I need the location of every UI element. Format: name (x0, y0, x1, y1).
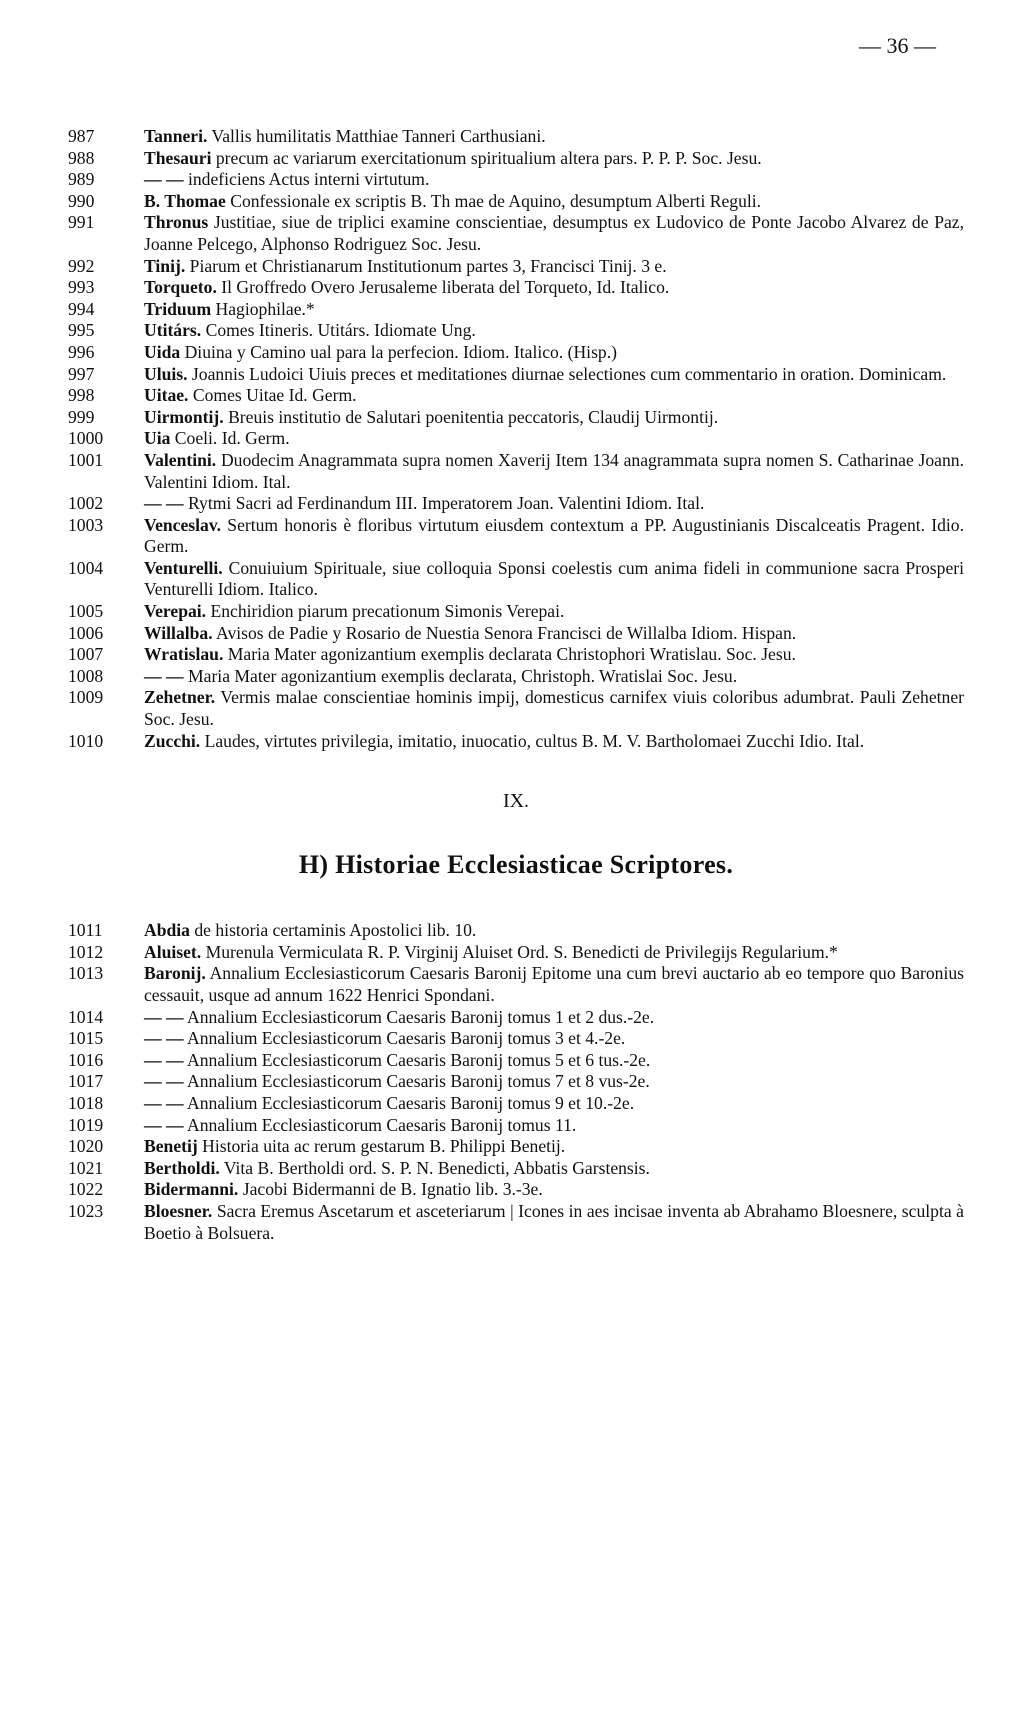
entry-author: Triduum (144, 298, 212, 319)
entry-number: 990 (68, 190, 95, 211)
entry-body (144, 558, 964, 601)
entry-text: Hagiophilae.* (215, 298, 315, 319)
entry-body (144, 1158, 964, 1180)
catalog-entry (68, 1201, 964, 1244)
catalog-entry (68, 1007, 964, 1029)
catalog-entry (68, 277, 964, 299)
catalog-entry (68, 450, 964, 493)
entry-author: Thesauri (144, 147, 212, 168)
entry-number: 1010 (68, 730, 104, 751)
entry-text: Vallis humilitatis Matthiae Tanneri Carthusiani. (211, 126, 546, 146)
entry-body (144, 1028, 964, 1050)
entry-text: Annalium Ecclesiasticorum Caesaris Baronij tomus 3 et 4.-2e. (187, 1028, 626, 1049)
entry-body (144, 493, 964, 515)
catalog-entry (68, 963, 964, 1006)
entry-body (144, 299, 964, 321)
entry-text: Vermis malae conscientiae hominis impij, domesticus carnifex viuis coloribus adumbrat. Pauli Zehetner Soc. Jesu. (144, 687, 964, 730)
entry-author: Venceslav. (144, 514, 222, 535)
entry-text: Coeli. Id. Germ. (174, 428, 290, 449)
entry-number: 1012 (68, 941, 104, 962)
entry-number: 1015 (68, 1028, 104, 1049)
entry-text: precum ac variarum exercitationum spiritualium altera pars. P. P. P. Soc. Jesu. (215, 147, 762, 168)
entry-text: Jacobi Bidermanni de B. Ignatio lib. 3.-3e. (242, 1179, 543, 1200)
entry-text: Breuis institutio de Salutari poenitentia peccatoris, Claudij Uirmontij. (228, 406, 719, 427)
entry-number: 1003 (68, 514, 104, 535)
entry-body (144, 942, 964, 964)
entry-author: Uida (144, 341, 181, 362)
entry-author: — — (144, 1049, 184, 1070)
catalog-entry (68, 920, 964, 942)
entry-author: Willalba. (144, 622, 213, 643)
entry-author: — — (144, 1028, 184, 1049)
entry-body (144, 963, 964, 1006)
entry-text: Annalium Ecclesiasticorum Caesaris Baronij Epitome una cum brevi auctario ab eo tempore quo Baronius cessauit, usque ad annum 1622 Henrici Spondani. (144, 963, 964, 1005)
entry-text: Annalium Ecclesiasticorum Caesaris Baronij tomus 5 et 6 tus.-2e. (187, 1049, 651, 1070)
entry-number: 991 (68, 212, 95, 233)
entry-author: Bloesner. (144, 1200, 213, 1221)
entry-author: B. Thomae (144, 190, 226, 211)
entry-number: 1005 (68, 601, 104, 622)
entry-number: 999 (68, 406, 95, 427)
entry-number: 1018 (68, 1092, 104, 1113)
entry-number: 994 (68, 298, 95, 319)
catalog-entry (68, 687, 964, 730)
entry-body (144, 1093, 964, 1115)
entry-text: Enchiridion piarum precationum Simonis Verepai. (210, 601, 565, 622)
entry-body (144, 148, 964, 170)
entry-list-top (68, 126, 964, 752)
catalog-entry (68, 191, 964, 213)
catalog-entry (68, 1136, 964, 1158)
entry-number: 1004 (68, 557, 104, 578)
entry-text: Historia uita ac rerum gestarum B. Philippi Benetij. (202, 1136, 566, 1157)
entry-body (144, 385, 964, 407)
entry-number: 1001 (68, 449, 104, 470)
entry-author: — — (144, 1092, 184, 1113)
entry-author: Zehetner. (144, 687, 216, 708)
entry-author: Verepai. (144, 601, 207, 622)
entry-body (144, 1136, 964, 1158)
entry-body (144, 666, 964, 688)
catalog-entry (68, 1050, 964, 1072)
catalog-entry (68, 644, 964, 666)
catalog-entry (68, 256, 964, 278)
entry-number: 993 (68, 277, 95, 298)
entry-author: Torqueto. (144, 277, 217, 298)
catalog-entry (68, 558, 964, 601)
entry-text: Justitiae, siue de triplici examine conscientiae, desumptus ex Ludovico de Ponte Jacobo Alvarez de Paz, Joanne Pelcego, Alphonso Rodriguez Soc. Jesu. (144, 212, 964, 254)
entry-author: Baronij. (144, 963, 206, 984)
entry-body (144, 342, 964, 364)
catalog-entry (68, 299, 964, 321)
entry-author: Uirmontij. (144, 406, 224, 427)
entry-number: 1019 (68, 1114, 104, 1135)
catalog-entry (68, 1071, 964, 1093)
entry-number: 987 (68, 126, 95, 146)
entry-text: Piarum et Christianarum Institutionum partes 3, Francisci Tinij. 3 e. (189, 255, 667, 276)
entry-text: Annalium Ecclesiasticorum Caesaris Baronij tomus 9 et 10.-2e. (187, 1092, 635, 1113)
entry-number: 998 (68, 385, 95, 406)
entry-author: Thronus (144, 212, 209, 233)
entry-author: — — (144, 1071, 184, 1092)
catalog-entry (68, 212, 964, 255)
entry-number: 1000 (68, 428, 104, 449)
catalog-entry (68, 364, 964, 386)
entry-number: 1022 (68, 1179, 104, 1200)
entry-body (144, 515, 964, 558)
entry-author: Abdia (144, 920, 190, 941)
entry-body (144, 428, 964, 450)
entry-text: de historia certaminis Apostolici lib. 10. (194, 920, 477, 941)
page-number: — 36 — (859, 33, 936, 58)
entry-body (144, 687, 964, 730)
entry-body (144, 364, 964, 386)
entry-text: Annalium Ecclesiasticorum Caesaris Baronij tomus 11. (187, 1114, 577, 1135)
catalog-entry (68, 666, 964, 688)
entry-text: Duodecim Anagrammata supra nomen Xaverij Item 134 anagrammata supra nomen S. Catharinae Joann. Valentini Idiom. Ital. (144, 449, 964, 492)
entry-text: Comes Itineris. Utitárs. Idiomate Ung. (205, 320, 476, 341)
entry-text: Maria Mater agonizantium exemplis declarata, Christoph. Wratislai Soc. Jesu. (188, 665, 738, 686)
catalog-entry (68, 515, 964, 558)
entry-author: — — (144, 169, 184, 190)
entry-text: Sertum honoris è floribus virtutum eiusdem contextum a PP. Augustinianis Discalceatis Pragent. Idio. Germ. (144, 514, 964, 557)
entry-body (144, 450, 964, 493)
entry-author: — — (144, 1006, 184, 1027)
entry-author: Valentini. (144, 449, 217, 470)
entry-text: indeficiens Actus interni virtutum. (188, 169, 430, 190)
entry-text: Vita B. Bertholdi ord. S. P. N. Benedicti, Abbatis Garstensis. (223, 1157, 650, 1178)
entry-text: Sacra Eremus Ascetarum et asceteriarum | Icones in aes incisae inventa ab Abrahamo Bloesnere, sculpta à Boetio à Bolsuera. (144, 1200, 964, 1243)
entry-body (144, 256, 964, 278)
entry-number: 989 (68, 169, 95, 190)
entry-number: 1020 (68, 1136, 104, 1157)
entry-text: Murenula Vermiculata R. P. Virginij Aluiset Ord. S. Benedicti de Privilegijs Regularium.* (205, 941, 838, 962)
catalog-entry (68, 1179, 964, 1201)
catalog-entry (68, 320, 964, 342)
entry-number: 1007 (68, 644, 104, 665)
catalog-entry (68, 385, 964, 407)
catalog-entry (68, 407, 964, 429)
entry-body (144, 1071, 964, 1093)
entry-body (144, 623, 964, 645)
entry-body (144, 191, 964, 213)
entry-number: 1002 (68, 493, 104, 514)
entry-author: Benetij (144, 1136, 198, 1157)
entry-number: 1023 (68, 1200, 104, 1221)
entry-author: Bidermanni. (144, 1179, 239, 1200)
entry-body (144, 731, 964, 753)
entry-number: 1017 (68, 1071, 104, 1092)
entry-author: Tinij. (144, 255, 186, 276)
entry-body (144, 320, 964, 342)
entry-author: Uluis. (144, 363, 188, 384)
catalog-entry (68, 623, 964, 645)
entry-author: Zucchi. (144, 730, 201, 751)
entry-author: Wratislau. (144, 644, 224, 665)
section-numeral: IX. (502, 790, 530, 813)
catalog-entry (68, 493, 964, 515)
catalog-entry (68, 342, 964, 364)
entry-number: 988 (68, 147, 95, 168)
entry-author: Aluiset. (144, 941, 202, 962)
entry-number: 1016 (68, 1049, 104, 1070)
entry-author: Uia (144, 428, 171, 449)
entry-body (144, 601, 964, 623)
catalog-entry (68, 601, 964, 623)
entry-text: Maria Mater agonizantium exemplis declarata Christophori Wratislau. Soc. Jesu. (227, 644, 796, 665)
entry-body (144, 1115, 964, 1137)
entry-author: Venturelli. (144, 557, 223, 578)
entry-number: 1008 (68, 665, 104, 686)
catalog-entry (68, 1158, 964, 1180)
entry-body (144, 920, 964, 942)
entry-text: Conuiuium Spirituale, siue colloquia Sponsi coelestis cum anima fideli in communione sacra Prosperi Venturelli Idiom. Italico. (144, 557, 964, 600)
entry-text: Diuina y Camino ual para la perfecion. Idiom. Italico. (Hisp.) (184, 341, 617, 362)
entry-number: 1013 (68, 963, 104, 984)
entry-body (144, 407, 964, 429)
entry-text: Confessionale ex scriptis B. Th mae de Aquino, desumptum Alberti Reguli. (230, 190, 762, 211)
entry-body (144, 169, 964, 191)
entry-body (144, 1179, 964, 1201)
entry-number: 997 (68, 363, 95, 384)
entry-number: 1011 (68, 920, 103, 941)
entry-body (144, 1050, 964, 1072)
entry-body (144, 1201, 964, 1244)
entry-body (144, 644, 964, 666)
entry-number: 1014 (68, 1006, 104, 1027)
entry-text: Rytmi Sacri ad Ferdinandum III. Imperatorem Joan. Valentini Idiom. Ital. (188, 493, 705, 514)
catalog-entry (68, 1028, 964, 1050)
entry-text: Avisos de Padie y Rosario de Nuestia Senora Francisci de Willalba Idiom. Hispan. (216, 622, 797, 643)
catalog-entry (68, 1115, 964, 1137)
catalog-entry (68, 1093, 964, 1115)
entry-list-bottom (68, 920, 964, 1244)
entry-author: Uitae. (144, 385, 189, 406)
entry-author: — — (144, 665, 184, 686)
catalog-entry (68, 169, 964, 191)
catalog-entry (68, 126, 964, 148)
entry-number: 996 (68, 341, 95, 362)
entry-author: — — (144, 1114, 184, 1135)
entry-author: Utitárs. (144, 320, 202, 341)
catalog-entry (68, 731, 964, 753)
entry-body (144, 1007, 964, 1029)
catalog-entry (68, 428, 964, 450)
section-heading: H) Historiae Ecclesiasticae Scriptores. (298, 850, 734, 880)
entry-number: 1009 (68, 687, 104, 708)
entry-text: Joannis Ludoici Uiuis preces et meditationes diurnae selectiones cum commentario in oration. Dominicam. (191, 363, 947, 384)
entry-body (144, 277, 964, 299)
catalog-entry (68, 148, 964, 170)
entry-number: 995 (68, 320, 95, 341)
entry-body (144, 212, 964, 255)
entry-number: 1021 (68, 1157, 104, 1178)
entry-author: Tanneri. (144, 126, 208, 146)
entry-body (144, 126, 964, 148)
entry-number: 992 (68, 255, 95, 276)
entry-text: Laudes, virtutes privilegia, imitatio, inuocatio, cultus B. M. V. Bartholomaei Zucchi Idio. Ital. (204, 730, 865, 751)
entry-author: — — (144, 493, 184, 514)
catalog-entry (68, 942, 964, 964)
entry-text: Annalium Ecclesiasticorum Caesaris Baronij tomus 1 et 2 dus.-2e. (187, 1006, 655, 1027)
entry-text: Il Groffredo Overo Jerusaleme liberata del Torqueto, Id. Italico. (221, 277, 670, 298)
entry-author: Bertholdi. (144, 1157, 220, 1178)
entry-text: Annalium Ecclesiasticorum Caesaris Baronij tomus 7 et 8 vus-2e. (187, 1071, 650, 1092)
entry-text: Comes Uitae Id. Germ. (192, 385, 357, 406)
entry-number: 1006 (68, 622, 104, 643)
